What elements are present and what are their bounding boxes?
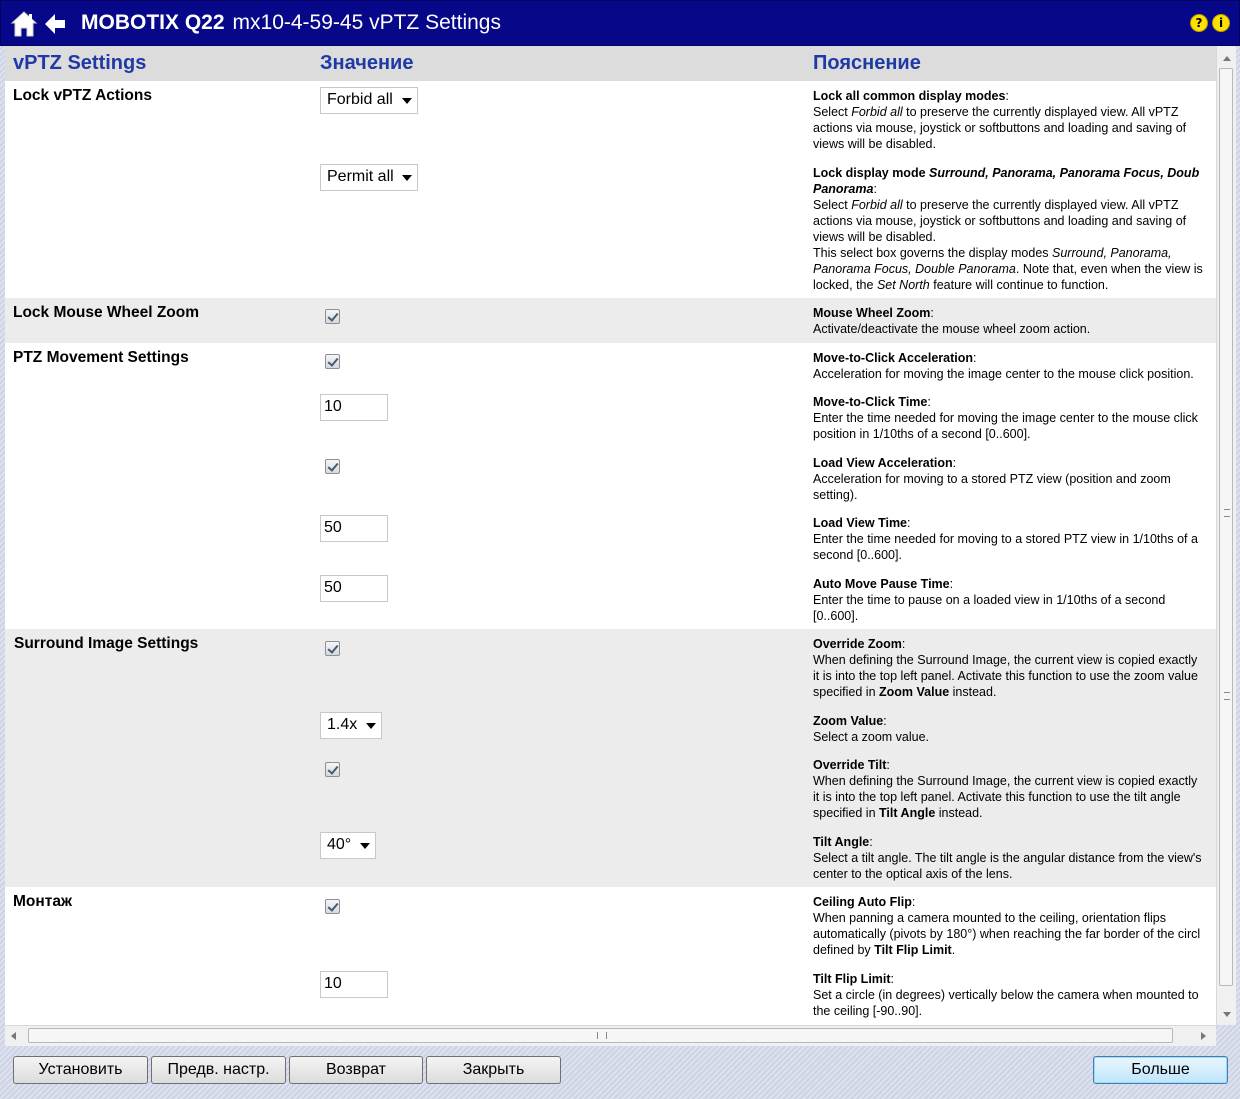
ceiling-auto-flip-checkbox[interactable] [325, 899, 340, 914]
text: When defining the Surround Image, the current view is copied exactly [813, 774, 1198, 788]
text: to preserve the currently displayed view. All vPTZ [902, 198, 1179, 212]
text: [0..600]. [813, 609, 859, 623]
zoom-value-select[interactable] [320, 712, 382, 739]
text: Set North [876, 278, 930, 292]
text: Surround, Panorama, [1052, 246, 1172, 260]
scroll-up-arrow-icon[interactable] [1223, 56, 1231, 61]
text: Tilt Flip Limit [874, 943, 952, 957]
grip-icon [597, 1032, 607, 1039]
text: Select a zoom value. [813, 730, 930, 744]
chevron-down-icon [360, 843, 370, 849]
page-title: mx10-4-59-45 vPTZ Settings [232, 11, 501, 34]
select-value: 40° [327, 836, 352, 853]
text: When panning a camera mounted to the ceiling, orientation flips [813, 911, 1166, 925]
description: Override Tilt: When defining the Surround Image, the current view is copied exactly it is into the top left panel. Activate this function to use the tilt angle specified in Tilt Angle instead. [813, 757, 1216, 821]
auto-move-pause-time-input[interactable]: 50 [320, 575, 388, 602]
table-header [5, 46, 1216, 81]
more-button[interactable]: Больше [1093, 1056, 1228, 1084]
text: to preserve the currently displayed view. All vPTZ [902, 105, 1179, 119]
text: Forbid all [851, 105, 903, 119]
text: actions via mouse, joystick or softbuttons and loading and saving of [813, 214, 1187, 228]
description: Ceiling Auto Flip: When panning a camera mounted to the ceiling, orientation flips automatically (pivots by 180°) when reaching the far border of the circl defined by Tilt Flip Limit. [813, 894, 1216, 958]
window-title [81, 11, 501, 35]
description: Zoom Value: Select a zoom value. [813, 713, 1216, 745]
description: Move-to-Click Acceleration: Acceleration for moving the image center to the mouse click position. [813, 350, 1216, 382]
text: automatically (pivots by 180°) when reaching the far border of the circl [813, 927, 1201, 941]
text: actions via mouse, joystick or softbuttons and loading and saving of [813, 121, 1187, 135]
text: views will be disabled. [813, 137, 936, 151]
description-title: Move-to-Click Acceleration [813, 351, 973, 365]
text: it is into the top left panel. Activate this function to use the tilt angle [813, 790, 1181, 804]
text: Panorama Focus, Double Panorama [813, 262, 1016, 276]
title-bar [0, 0, 1240, 46]
text: Select [813, 105, 852, 119]
row-label: Lock vPTZ Actions [13, 87, 152, 104]
row-label: Surround Image Settings [14, 635, 199, 652]
scroll-right-arrow-icon[interactable] [1201, 1032, 1206, 1040]
text: second [0..600]. [813, 548, 902, 562]
description: Tilt Angle: Select a tilt angle. The tilt angle is the angular distance from the view's center to the optical axis of the lens. [813, 834, 1216, 882]
load-view-time-input[interactable]: 50 [320, 515, 388, 542]
text: Zoom Value [879, 685, 950, 699]
chevron-down-icon [402, 175, 412, 181]
horizontal-scroll-thumb[interactable] [28, 1028, 1173, 1043]
description: Lock all common display modes: Select Forbid all to preserve the currently displayed view. All vPTZ actions via mouse, joystick or softbuttons and loading and saving of views will be disabled. [813, 88, 1216, 152]
brand-name: MOBOTIX Q22 [81, 11, 225, 34]
description-title: Auto Move Pause Time [813, 577, 950, 591]
text: This select box governs the display modes [813, 246, 1053, 260]
text: Set a circle (in degrees) vertically below the camera when mounted to [813, 988, 1199, 1002]
text: Select a tilt angle. The tilt angle is the angular distance from the view's [813, 851, 1202, 865]
description: Auto Move Pause Time: Enter the time to pause on a loaded view in 1/10ths of a second [0..600]. [813, 576, 1216, 624]
info-icon[interactable]: i [1212, 14, 1230, 32]
vertical-scroll-thumb[interactable] [1219, 68, 1233, 986]
select-value: Permit all [327, 168, 394, 185]
select-value: Forbid all [327, 91, 393, 108]
description-title: Load View Time [813, 516, 908, 530]
mouse-wheel-zoom-checkbox[interactable] [325, 309, 340, 324]
description: Load View Time: Enter the time needed for moving to a stored PTZ view in 1/10ths of a second [0..600]. [813, 515, 1216, 563]
text: center to the optical axis of the lens. [813, 867, 1013, 881]
move-to-click-acceleration-checkbox[interactable] [325, 354, 340, 369]
horizontal-scrollbar[interactable] [5, 1025, 1216, 1046]
text: specified in [813, 685, 880, 699]
row-lock-mouse-wheel-zoom [5, 298, 1216, 343]
text: specified in [813, 806, 880, 820]
settings-table [5, 46, 1216, 1025]
text: views will be disabled. [813, 230, 936, 244]
lock-common-modes-select[interactable] [320, 87, 418, 114]
tilt-angle-select[interactable] [320, 832, 376, 859]
back-arrow-icon[interactable] [43, 12, 67, 36]
header-settings: vPTZ Settings [13, 52, 147, 74]
text: Lock display mode [813, 166, 930, 180]
move-to-click-time-input[interactable]: 10 [320, 394, 388, 421]
text: Activate/deactivate the mouse wheel zoom action. [813, 322, 1091, 336]
select-value: 1.4x [327, 716, 358, 733]
text: Tilt Angle [879, 806, 936, 820]
tilt-flip-limit-input[interactable]: 10 [320, 971, 388, 998]
help-icon[interactable]: ? [1190, 14, 1208, 32]
load-view-acceleration-checkbox[interactable] [325, 459, 340, 474]
description-title: Ceiling Auto Flip [813, 895, 912, 909]
scroll-left-arrow-icon[interactable] [11, 1032, 16, 1040]
row-mounting [5, 887, 1216, 1025]
restore-button[interactable]: Возврат [289, 1056, 423, 1084]
chevron-down-icon [402, 98, 412, 104]
row-label: PTZ Movement Settings [13, 349, 189, 366]
text: it is into the top left panel. Activate this function to use the zoom value [813, 669, 1198, 683]
description-title: Override Zoom [813, 637, 902, 651]
text: Enter the time needed for moving to a stored PTZ view in 1/10ths of a [813, 532, 1198, 546]
description: Lock display mode Surround, Panorama, Panorama Focus, Doub Panorama: Select Forbid all to preserve the currently displayed view. All vPTZ actions via mouse, joystick or softbuttons and loading and saving of views will be disabled. This select box governs the display modes Surround, Panorama, Panorama Focus, Double Panorama. Note that, even when the view is locked, the Set North feature will continue to function. [813, 165, 1216, 293]
description: Mouse Wheel Zoom: Activate/deactivate the mouse wheel zoom action. [813, 305, 1216, 337]
description-title: Move-to-Click Time [813, 395, 928, 409]
grip-icon [1224, 692, 1230, 700]
description-title: Override Tilt [813, 758, 887, 772]
text: defined by [813, 943, 875, 957]
description-title: Load View Acceleration [813, 456, 953, 470]
text: Enter the time needed for moving the image center to the mouse click [813, 411, 1198, 425]
text: locked, the [813, 278, 877, 292]
description: Tilt Flip Limit: Set a circle (in degrees) vertically below the camera when mounted to the ceiling [-90..90]. [813, 971, 1216, 1019]
description: Override Zoom: When defining the Surround Image, the current view is copied exactly it is into the top left panel. Activate this function to use the zoom value specified in Zoom Value instead. [813, 636, 1216, 700]
description-title: Mouse Wheel Zoom [813, 306, 931, 320]
text: . Note that, even when the view is [1015, 262, 1203, 276]
row-label: Lock Mouse Wheel Zoom [13, 304, 200, 321]
description-title: Tilt Angle [813, 835, 870, 849]
override-tilt-checkbox[interactable] [325, 762, 340, 777]
description: Load View Acceleration: Acceleration for moving to a stored PTZ view (position and zoom setting). [813, 455, 1216, 503]
text: Select [813, 198, 852, 212]
override-zoom-checkbox[interactable] [325, 641, 340, 656]
row-surround-image-settings [5, 629, 1216, 887]
description-title: Zoom Value [813, 714, 884, 728]
set-button[interactable]: Установить [13, 1056, 148, 1084]
text: . [951, 943, 956, 957]
text: Forbid all [851, 198, 903, 212]
text: Acceleration for moving the image center to the mouse click position. [813, 367, 1194, 381]
text: When defining the Surround Image, the current view is copied exactly [813, 653, 1198, 667]
header-explanation: Пояснение [813, 52, 921, 74]
text: feature will continue to function. [929, 278, 1109, 292]
text: Panorama [813, 182, 874, 196]
description: Move-to-Click Time: Enter the time needed for moving the image center to the mouse click position in 1/10ths of a second [0..600]. [813, 394, 1216, 442]
text: the ceiling [-90..90]. [813, 1004, 923, 1018]
text: Surround, Panorama, Panorama Focus, Doub [929, 166, 1200, 180]
row-lock-vptz-actions [5, 81, 1216, 298]
text: Enter the time to pause on a loaded view in 1/10ths of a second [813, 593, 1166, 607]
scroll-down-arrow-icon[interactable] [1223, 1012, 1231, 1017]
header-value: Значение [320, 52, 414, 74]
text: position in 1/10ths of a second [0..600]. [813, 427, 1031, 441]
lock-display-modes-select[interactable] [320, 164, 418, 191]
text: Acceleration for moving to a stored PTZ view (position and zoom [813, 472, 1171, 486]
factory-button[interactable]: Предв. настр. [151, 1056, 286, 1084]
vertical-scrollbar[interactable] [1216, 46, 1236, 1025]
text: instead. [949, 685, 997, 699]
close-button[interactable]: Закрыть [426, 1056, 561, 1084]
description-title: Lock all common display modes [813, 89, 1006, 103]
row-ptz-movement-settings [5, 343, 1216, 629]
description-title: Tilt Flip Limit [813, 972, 891, 986]
row-label: Монтаж [13, 893, 72, 910]
chevron-down-icon [366, 723, 376, 729]
home-icon[interactable] [10, 10, 38, 38]
text: instead. [935, 806, 983, 820]
grip-icon [1224, 509, 1230, 517]
text: setting). [813, 488, 858, 502]
